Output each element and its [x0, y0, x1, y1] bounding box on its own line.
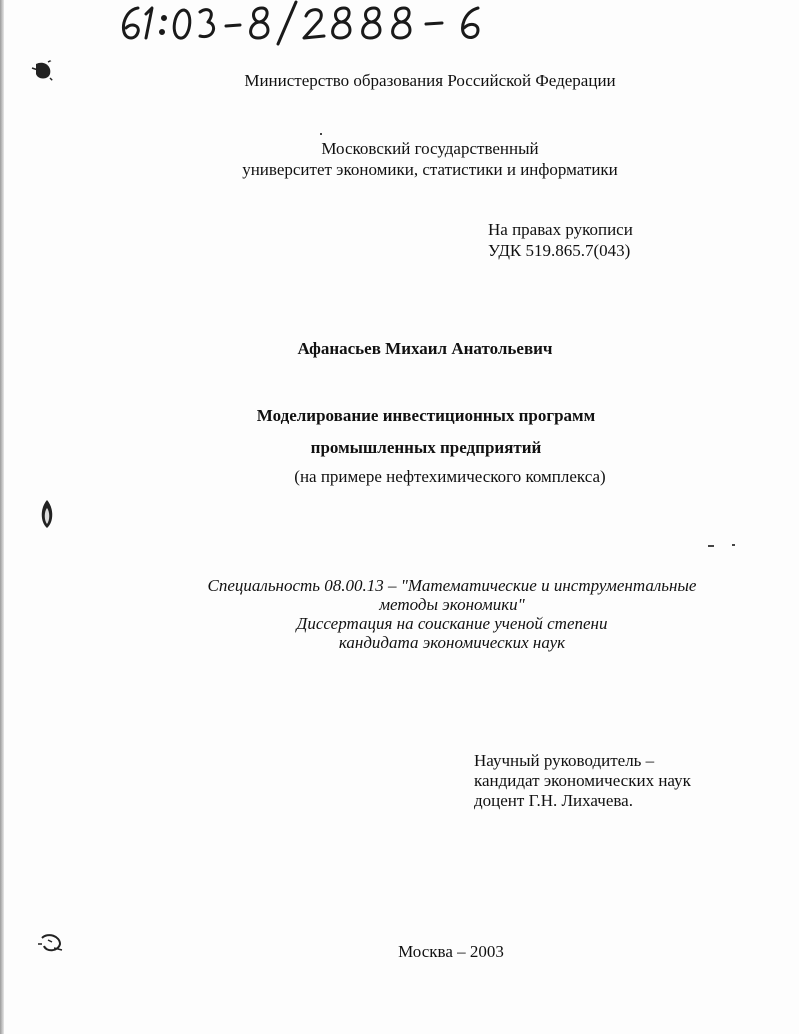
author-name [0, 338, 799, 359]
scan-speck [732, 544, 735, 546]
specialty-line-2: методы экономики" [379, 595, 525, 614]
udc-code: УДК 519.865.7(043) [488, 241, 631, 260]
city-year [0, 941, 799, 962]
author-text: Афанасьев Михаил Анатольевич [297, 339, 553, 358]
binding-hole-mark [36, 498, 58, 530]
specialty-block [0, 576, 799, 652]
scan-speck [320, 133, 322, 135]
ministry-heading [0, 70, 799, 91]
rights-line: На правах рукописи [488, 220, 633, 239]
specialty-line-1: Специальность 08.00.13 – "Математические и инструментальные [207, 576, 697, 595]
city-year-text: Москва – 2003 [398, 942, 504, 961]
title-text-1: Моделирование инвестиционных программ [256, 406, 596, 425]
university-line-2: университет экономики, статистики и информатики [242, 160, 618, 179]
specialty-line-3: Диссертация на соискание ученой степени [296, 614, 608, 633]
supervisor-line-2: кандидат экономических наук [474, 771, 691, 790]
university-line-1: Московский государственный [321, 139, 539, 158]
ministry-text: Министерство образования Российской Федерации [244, 71, 616, 90]
handwritten-archive-number [92, 0, 512, 52]
subtitle-text: (на примере нефтехимического комплекса) [294, 467, 606, 486]
supervisor-line-3: доцент Г.Н. Лихачева. [474, 791, 633, 810]
dissertation-title-line-2 [0, 437, 799, 458]
dissertation-title-line-1 [0, 405, 799, 426]
supervisor-line-1: Научный руководитель – [474, 751, 655, 770]
manuscript-rights [488, 219, 633, 261]
scan-speck [708, 545, 714, 547]
title-text-2: промышленных предприятий [310, 438, 542, 457]
specialty-line-4: кандидата экономических наук [338, 633, 566, 652]
university-heading [0, 138, 799, 180]
supervisor-block [474, 751, 691, 811]
dissertation-subtitle [0, 466, 799, 487]
